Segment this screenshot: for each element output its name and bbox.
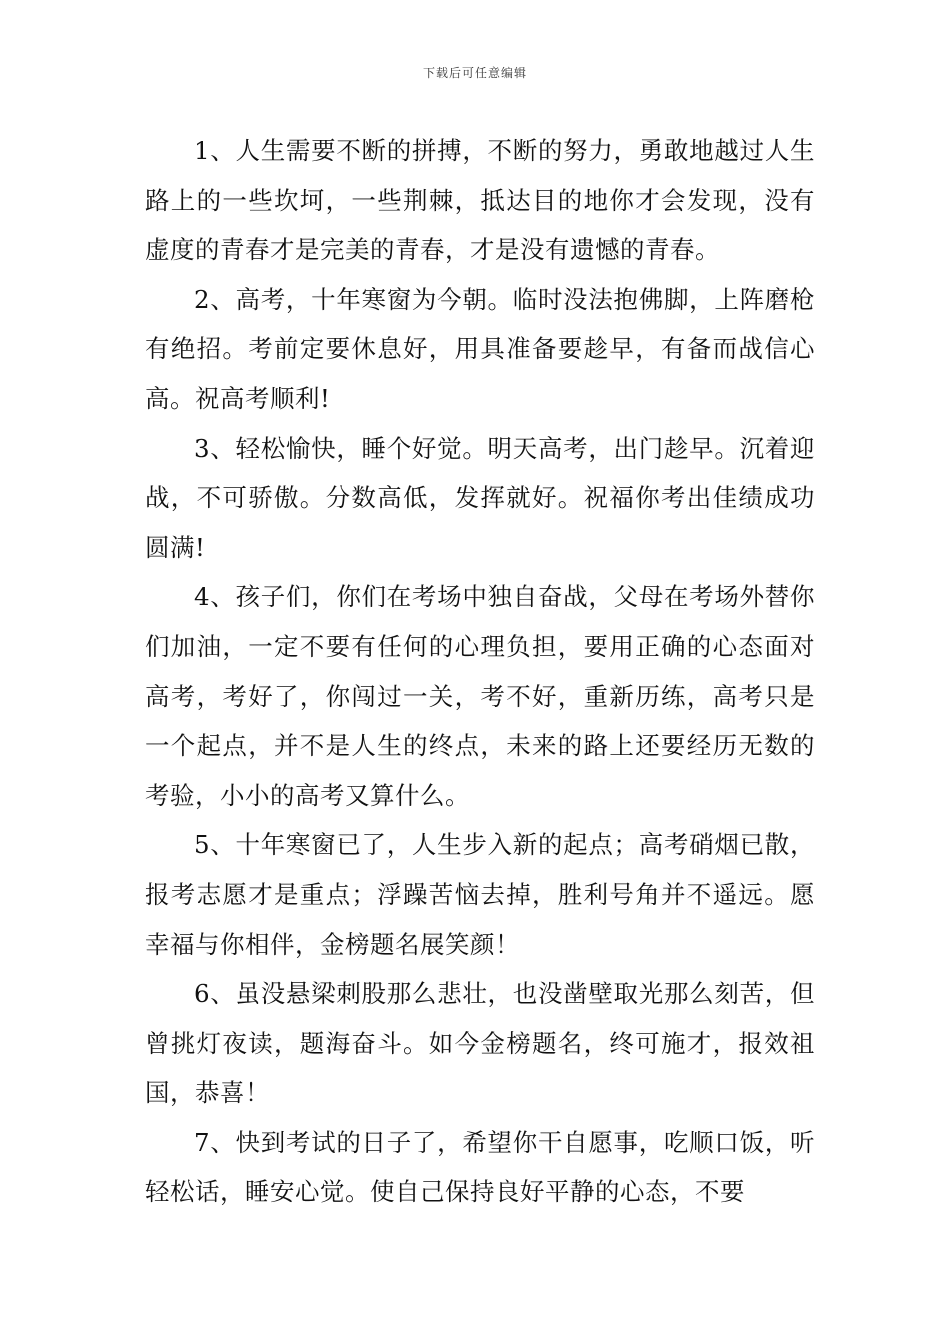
paragraph-1: 1、人生需要不断的拼搏，不断的努力，勇敢地越过人生路上的一些坎坷，一些荆棘，抵达目的地你才会发现，没有虚度的青春才是完美的青春，才是没有遗憾的青春。 [145, 136, 815, 265]
paragraph-3: 3、轻松愉快，睡个好觉。明天高考，出门趁早。沉着迎战，不可骄傲。分数高低，发挥就好。祝福你考出佳绩成功圆满! [145, 433, 815, 562]
paragraph-2: 2、高考，十年寒窗为今朝。临时没法抱佛脚，上阵磨枪有绝招。考前定要休息好，用具准备要趁早，有备而战信心高。祝高考顺利! [145, 284, 815, 413]
paragraph-4: 4、孩子们，你们在考场中独自奋战，父母在考场外替你们加油，一定不要有任何的心理负担，要用正确的心态面对高考，考好了，你闯过一关，考不好，重新历练，高考只是一个起点，并不是人生的终点，未来的路上还要经历无数的考验，小小的高考又算什么。 [145, 582, 815, 810]
document-body [145, 126, 815, 1217]
paragraph-5: 5、十年寒窗已了，人生步入新的起点；高考硝烟已散，报考志愿才是重点；浮躁苦恼去掉，胜利号角并不遥远。愿幸福与你相伴，金榜题名展笑颜！ [145, 830, 815, 959]
header-note: 下载后可任意编辑 [422, 66, 527, 80]
paragraph-6: 6、虽没悬梁刺股那么悲壮，也没凿壁取光那么刻苦，但曾挑灯夜读，题海奋斗。如今金榜题名，终可施才，报效祖国，恭喜！ [145, 979, 815, 1108]
paragraph-7: 7、快到考试的日子了，希望你干自愿事，吃顺口饭，听轻松话，睡安心觉。使自己保持良好平静的心态，不要 [145, 1127, 815, 1207]
